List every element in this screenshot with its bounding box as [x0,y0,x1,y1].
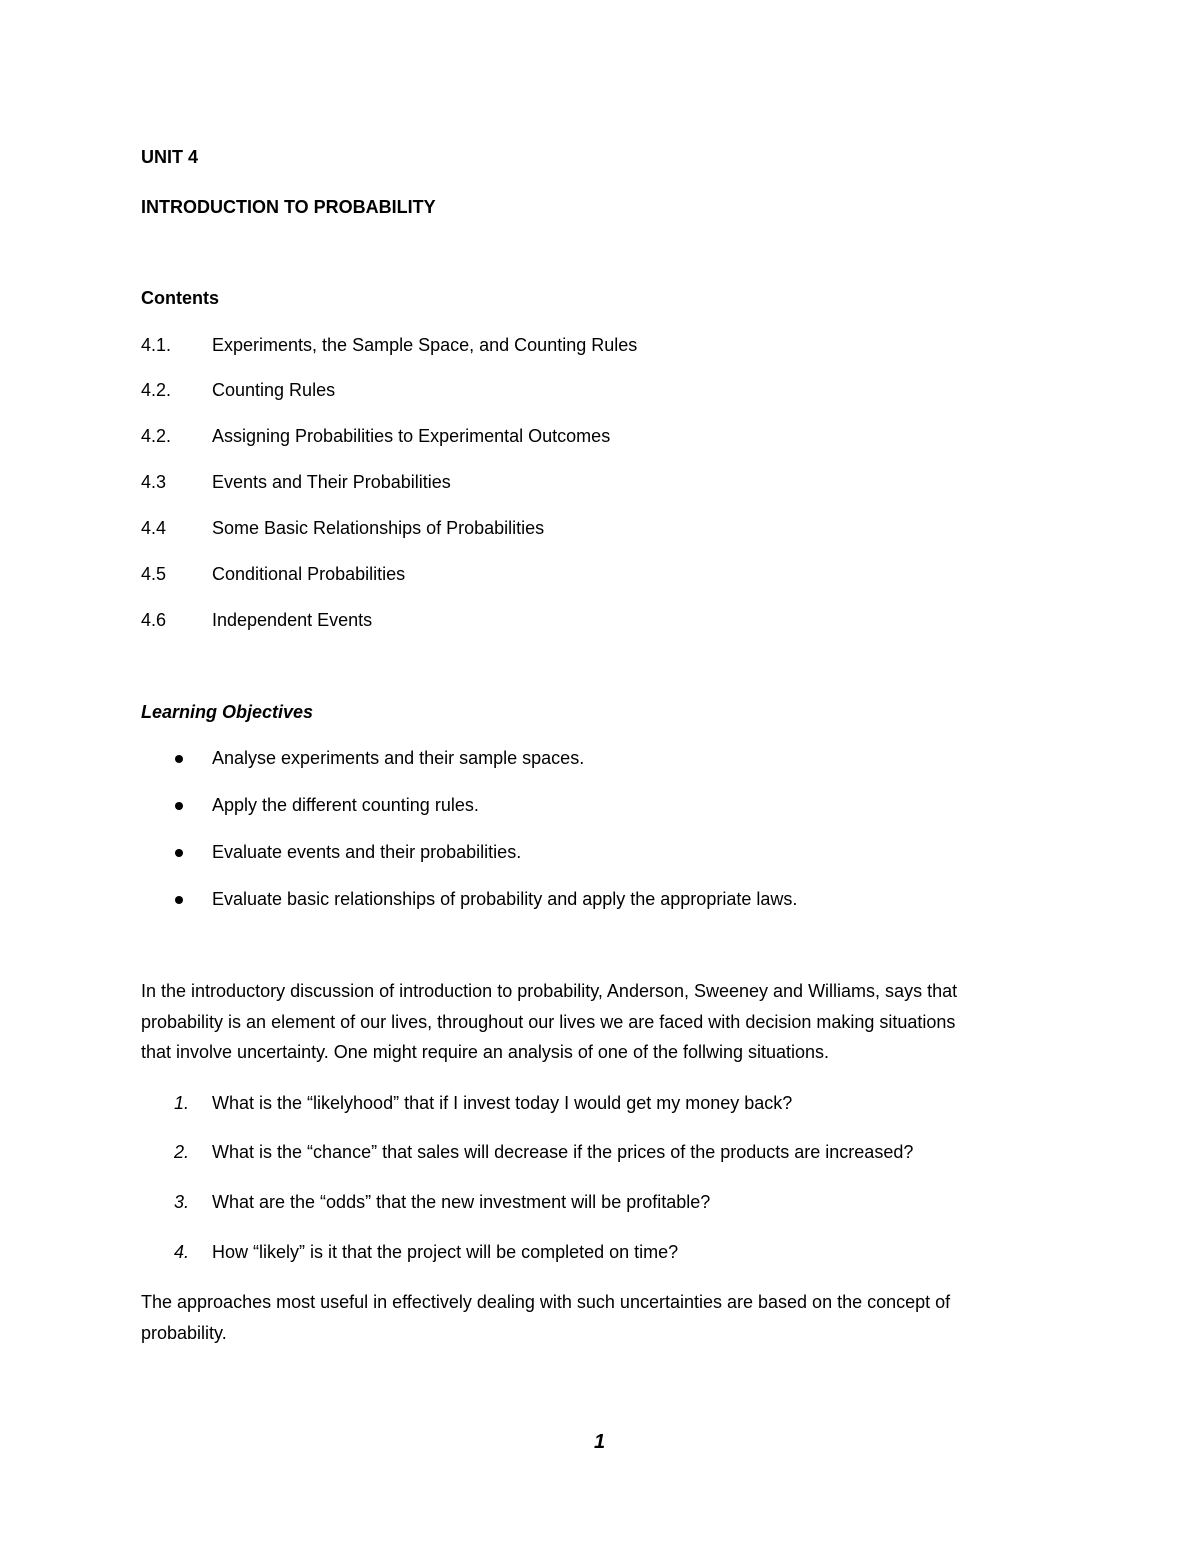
objectives-heading: Learning Objectives [141,702,314,722]
contents-item-title: Counting Rules [212,380,336,400]
unit-title: INTRODUCTION TO PROBABILITY [141,197,436,217]
objective-item: Evaluate basic relationships of probability and apply the appropriate laws. [212,889,798,909]
contents-item-title: Independent Events [212,610,373,630]
question-number: 2. [174,1142,190,1162]
bullet-icon [175,896,183,904]
contents-item-title: Some Basic Relationships of Probabilities [212,518,545,538]
bullet-icon [175,802,183,810]
page-number: 1 [594,1431,606,1453]
intro-line: that involve uncertainty. One might require an analysis of one of the follwing situations. [141,1042,830,1062]
objective-item: Analyse experiments and their sample spaces. [212,748,585,768]
contents-item-number: 4.4 [141,518,167,538]
closing-line: probability. [141,1323,227,1343]
question-number: 4. [174,1242,190,1262]
question-text: What are the “odds” that the new investment will be profitable? [212,1192,711,1212]
contents-item-title: Experiments, the Sample Space, and Counting Rules [212,335,638,355]
contents-item-number: 4.3 [141,472,167,492]
question-number: 1. [174,1093,190,1113]
contents-heading: Contents [141,288,219,308]
contents-item-number: 4.2. [141,426,172,446]
question-number: 3. [174,1192,190,1212]
bullet-icon [175,755,183,763]
contents-item-title: Events and Their Probabilities [212,472,451,492]
contents-item-title: Conditional Probabilities [212,564,406,584]
objective-item: Evaluate events and their probabilities. [212,842,522,862]
objective-item: Apply the different counting rules. [212,795,479,815]
bullet-icon [175,849,183,857]
closing-line: The approaches most useful in effectively dealing with such uncertainties are based on the concept of [141,1292,951,1312]
contents-item-number: 4.6 [141,610,167,630]
contents-item-number: 4.5 [141,564,167,584]
contents-item-number: 4.2. [141,380,172,400]
contents-item-title: Assigning Probabilities to Experimental Outcomes [212,426,611,446]
question-text: What is the “chance” that sales will decrease if the prices of the products are increased? [212,1142,914,1162]
unit-label: UNIT 4 [141,147,199,167]
intro-line: probability is an element of our lives, throughout our lives we are faced with decision making situations [141,1012,956,1032]
contents-item-number: 4.1. [141,335,172,355]
question-text: What is the “likelyhood” that if I invest today I would get my money back? [212,1093,793,1113]
intro-line: In the introductory discussion of introduction to probability, Anderson, Sweeney and Williams, says that [141,981,958,1001]
question-text: How “likely” is it that the project will be completed on time? [212,1242,679,1262]
